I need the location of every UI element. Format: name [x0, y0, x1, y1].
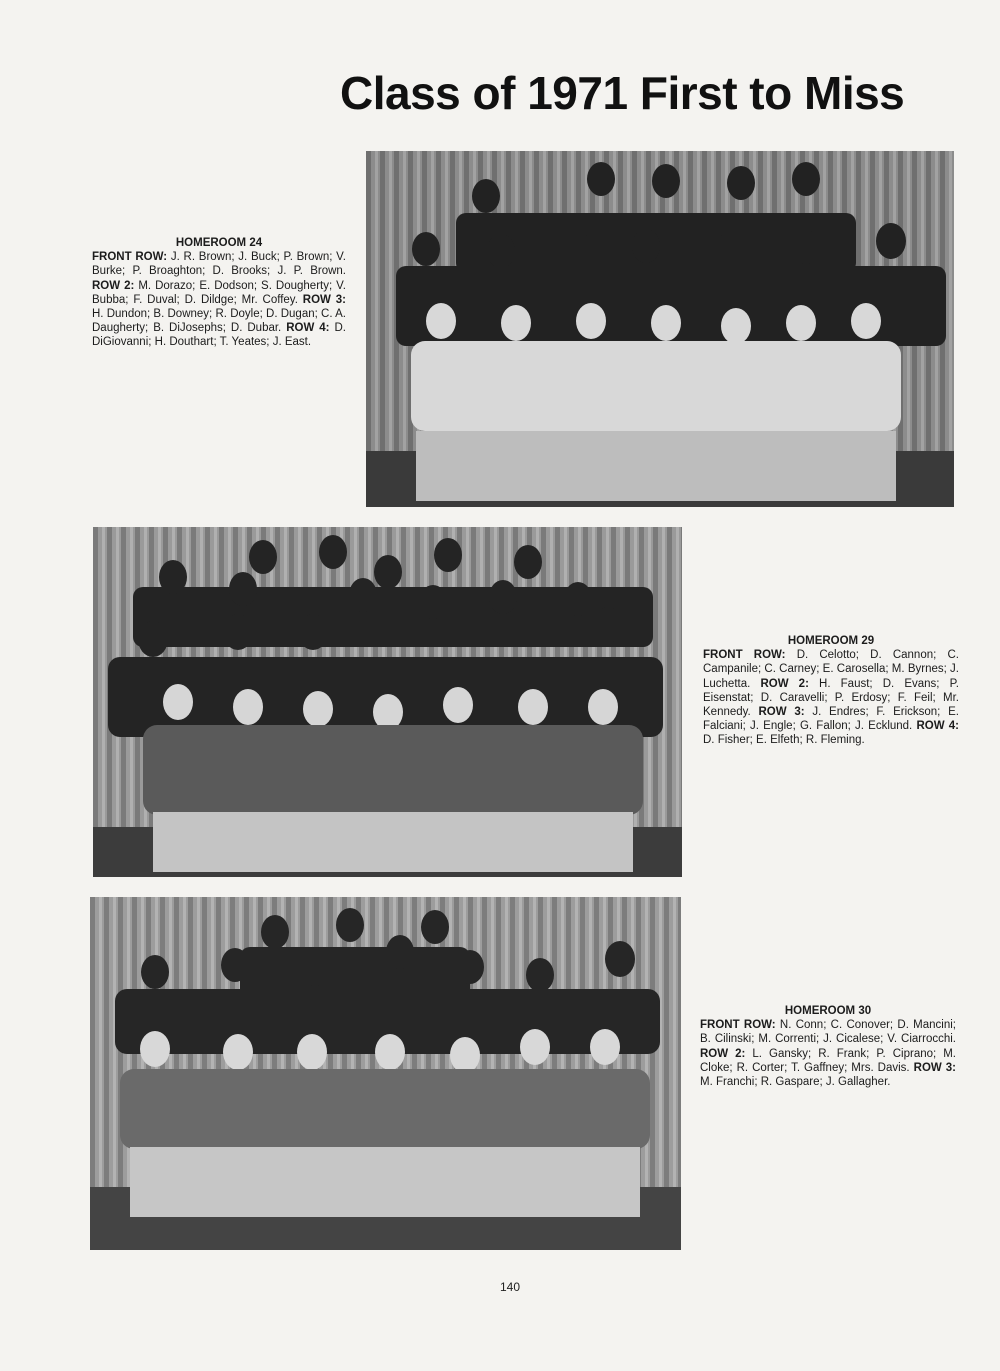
row-label: ROW 2: [760, 677, 809, 690]
homeroom-30-photo [90, 897, 681, 1250]
row-label: ROW 4: [286, 322, 330, 335]
page-title: Class of 1971 First to Miss [340, 67, 905, 119]
row-label: ROW 2: [92, 279, 135, 292]
homeroom-heading: HOMEROOM 29 [787, 635, 875, 647]
row-names: H. Dundon; B. Downey; R. Doyle; D. Dugan; C. A. Daugherty; B. DiJosephs; D. Dubar. [92, 308, 346, 335]
row-label: FRONT ROW: [92, 251, 168, 264]
homeroom-24-caption [92, 236, 346, 350]
homeroom-heading: HOMEROOM 24 [175, 237, 263, 249]
row-label: ROW 3: [913, 1061, 956, 1074]
row-names: L. Gansky; R. Frank; P. Ciprano; M. Cloke; R. Corter; T. Gaffney; Mrs. Davis. [700, 1047, 956, 1074]
row-label: ROW 3: [302, 293, 346, 306]
homeroom-heading: HOMEROOM 30 [784, 1005, 872, 1017]
row-names: N. Conn; C. Conover; D. Mancini; B. Cilinski; M. Correnti; J. Cicalese; V. Ciarrocchi. [700, 1019, 957, 1046]
homeroom-24-photo [366, 151, 954, 507]
homeroom-29-caption [703, 634, 959, 748]
row-names: D. DiGiovanni; H. Douthart; T. Yeates; J. East. [92, 322, 346, 349]
row-label: FRONT ROW: [700, 1019, 776, 1032]
row-names: D. Fisher; E. Elfeth; R. Fleming. [703, 734, 865, 747]
row-label: ROW 2: [700, 1047, 746, 1060]
homeroom-30-caption [700, 1004, 956, 1089]
page-number: 140 [499, 1280, 521, 1294]
row-names: J. R. Brown; J. Buck; P. Brown; V. Burke; P. Broaghton; D. Brooks; J. P. Brown. [92, 251, 346, 278]
homeroom-29-photo [93, 527, 682, 877]
row-names: J. Endres; F. Erickson; E. Falciani; J. Engle; G. Fallon; J. Ecklund. [703, 706, 959, 733]
row-names: M. Dorazo; E. Dodson; S. Dougherty; V. Bubba; F. Duval; D. Dildge; Mr. Coffey. [92, 279, 346, 306]
row-names: M. Franchi; R. Gaspare; J. Gallagher. [700, 1076, 891, 1089]
row-label: ROW 4: [916, 720, 959, 733]
row-label: ROW 3: [758, 706, 805, 719]
row-label: FRONT ROW: [703, 649, 786, 662]
row-names: H. Faust; D. Evans; P. Eisenstat; D. Caravelli; P. Erdosy; F. Feil; Mr. Kennedy. [703, 677, 959, 719]
row-names: D. Celotto; D. Cannon; C. Campanile; C. Carney; E. Carosella; M. Byrnes; J. Luchetta. [703, 649, 959, 690]
